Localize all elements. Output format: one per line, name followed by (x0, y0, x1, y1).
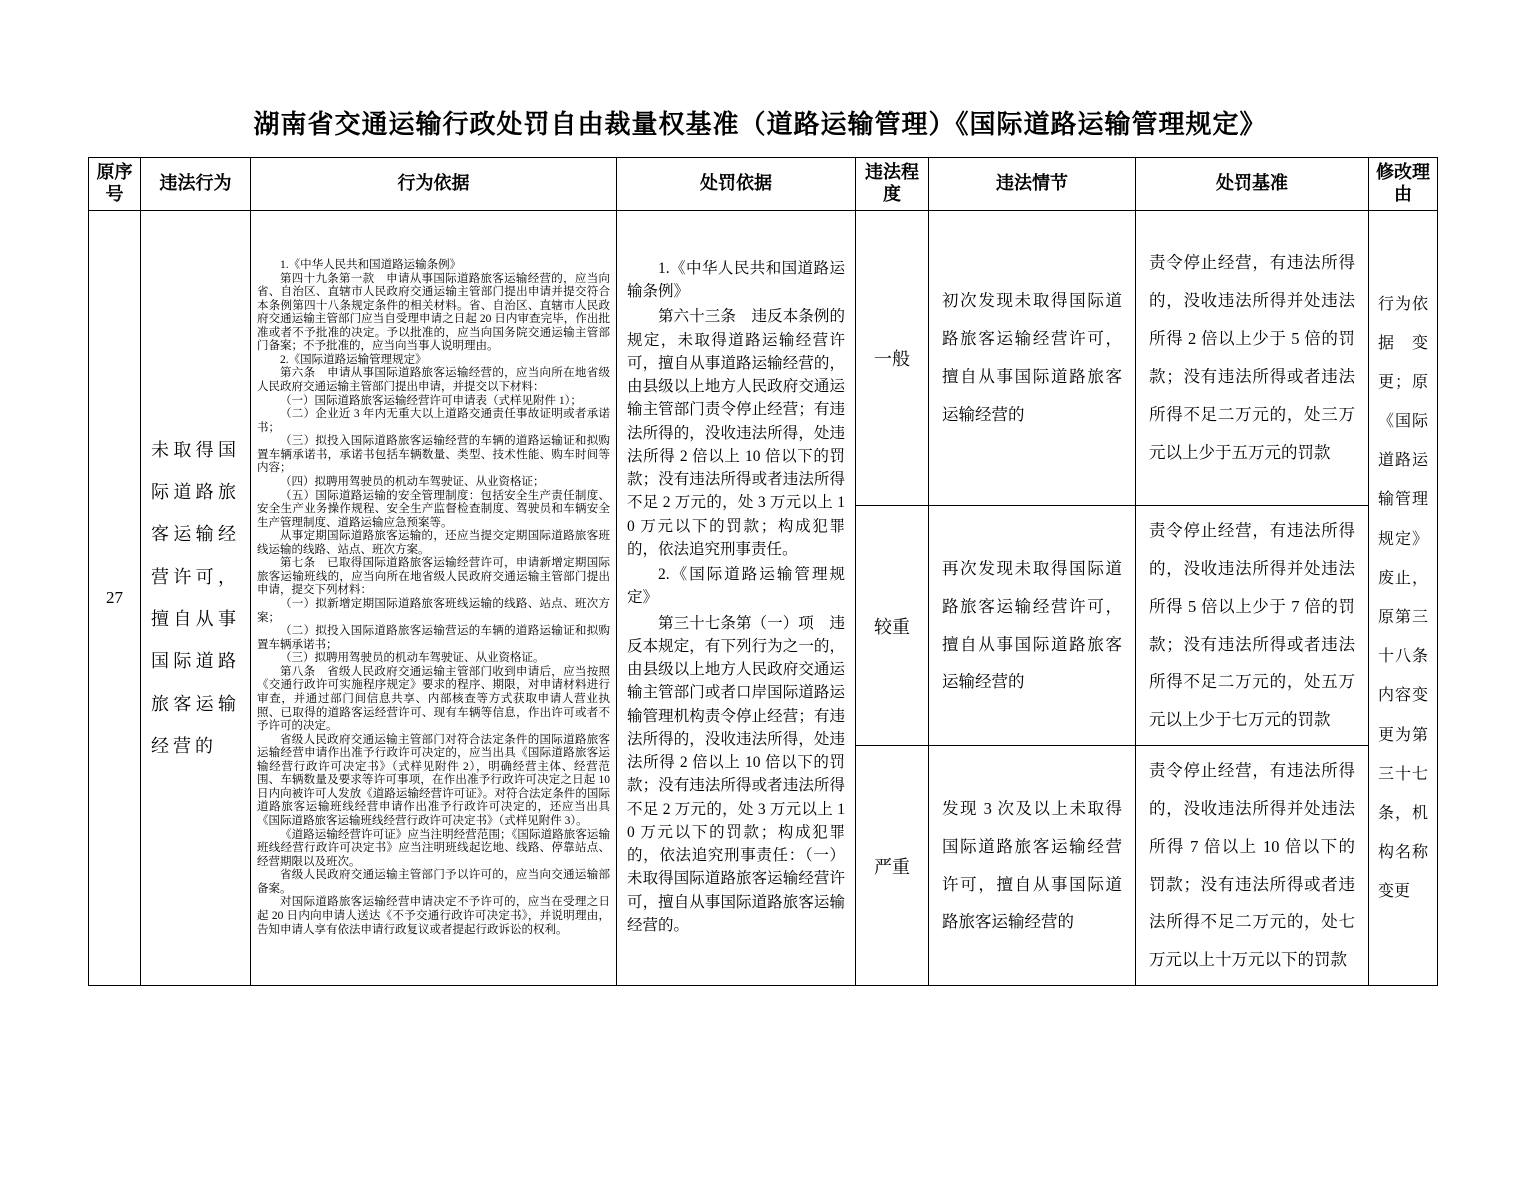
legal-text-paragraph: （一）拟新增定期国际道路旅客班线运输的线路、站点、班次方案； (257, 598, 610, 624)
legal-text-paragraph: 1.《中华人民共和国道路运输条例》 (280, 258, 462, 271)
table-header-row (89, 158, 1438, 211)
legal-text-paragraph: （二）拟投入国际道路旅客运输营运的车辆的道路运输证和拟购置车辆承诺书； (257, 625, 610, 651)
legal-text-paragraph: 第四十九条第一款 申请从事国际道路旅客运输经营的，应当向省、自治区、直辖市人民政府交通运输主管部门提出申请并提交符合本条例第四十八条规定条件的相关材料。省、自治区、直辖市人民政府交通运输主管部门应当自受理申请之日起 20 日内审查完毕，作出批准或者不予批准的决定。予以批准的，应当向国务院交通运输主管部门备案；不予批准的，应当向当事人说明理由。 (257, 272, 610, 353)
cell-severity-severe: 严重 (856, 746, 929, 986)
legal-text-paragraph: 《道路运输经营许可证》应当注明经营范围；《国际道路旅客运输班线经营行政许可决定书》应当注明班线起讫地、线路、停靠站点、经营期限以及班次。 (257, 828, 610, 868)
legal-text-paragraph: 第七条 已取得国际道路旅客运输经营许可，申请新增定期国际旅客运输班线的，应当向所在地省级人民政府交通运输主管部门提出申请，提交下列材料： (257, 557, 610, 597)
legal-text-paragraph: 第六十三条 违反本条例的规定，未取得道路运输经营许可，擅自从事道路运输经营的，由县级以上地方人民政府交通运输主管部门责令停止经营；有违法所得的，没收违法所得，处违法所得 2 倍以上 10 倍以下的罚款；没有违法所得或者违法所得不足 2 万元的，处 3 万元以上 10 万元以下的罚款；构成犯罪的，依法追究刑事责任。 (627, 308, 845, 558)
cell-modify-reason: 行为依据变更；原《国际道路运输管理规定》废止，原第三十八条内容变更为第三十七条，机构名称变更 (1369, 211, 1438, 986)
cell-behavior-basis (251, 211, 617, 986)
legal-text-paragraph: （三）拟投入国际道路旅客运输经营的车辆的道路运输证和拟购置车辆承诺书，承诺书包括车辆数量、类型、技术性能、购车时间等内容； (257, 435, 610, 475)
col-header-modify-reason: 修改理由 (1369, 158, 1438, 211)
col-header-severity: 违法程度 (856, 158, 929, 211)
cell-benchmark-severe: 责令停止经营，有违法所得的，没收违法所得并处违法所得 7 倍以上 10 倍以下的罚款；没有违法所得或者违法所得不足二万元的，处七万元以上十万元以下的罚款 (1136, 746, 1369, 986)
cell-benchmark-general: 责令停止经营，有违法所得的，没收违法所得并处违法所得 2 倍以上少于 5 倍的罚款；没有违法所得或者违法所得不足二万元的，处三万元以上少于五万元的罚款 (1136, 211, 1369, 506)
legal-text-paragraph: （五）国际道路运输的安全管理制度：包括安全生产责任制度、安全生产业务操作规程、安全生产监督检查制度、驾驶员和车辆安全生产管理制度、道路运输应急预案等。 (257, 489, 610, 529)
legal-text-paragraph: （二）企业近 3 年内无重大以上道路交通责任事故证明或者承诺书； (257, 408, 610, 434)
legal-text-paragraph: 第六条 申请从事国际道路旅客运输经营的，应当向所在地省级人民政府交通运输主管部门提出申请，并提交以下材料： (257, 367, 610, 393)
legal-text-paragraph: 对国际道路旅客运输经营申请决定不予许可的，应当在受理之日起 20 日内向申请人送达《不予交通行政许可决定书》，并说明理由，告知申请人享有依法申请行政复议或者提起行政诉讼的权利。 (257, 896, 610, 936)
legal-text-paragraph: （三）拟聘用驾驶员的机动车驾驶证、从业资格证。 (280, 652, 545, 665)
col-header-penalty-basis: 处罚依据 (617, 158, 856, 211)
cell-circumstance-general: 初次发现未取得国际道路旅客运输经营许可，擅自从事国际道路旅客运输经营的 (929, 211, 1136, 506)
legal-text-paragraph: 1.《中华人民共和国道路运输条例》 (627, 259, 845, 301)
cell-penalty-basis (617, 211, 856, 986)
legal-text-paragraph: 第八条 省级人民政府交通运输主管部门收到申请后，应当按照《交通行政许可实施程序规定》要求的程序、期限，对申请材料进行审查，并通过部门间信息共享、内部核查等方式获取申请人营业执照、已取得的道路客运经营许可、现有车辆等信息，作出许可或者不予许可的决定。 (257, 665, 610, 733)
legal-text-paragraph: 2.《国际道路运输管理规定》 (627, 566, 845, 607)
col-header-circumstances: 违法情节 (929, 158, 1136, 211)
table-row-severity-general (89, 211, 1438, 506)
legal-text-paragraph: （一）国际道路旅客运输经营许可申请表（式样见附件 1）； (280, 394, 582, 407)
legal-text-paragraph: 从事定期国际道路旅客运输的，还应当提交定期国际道路旅客班线运输的线路、站点、班次方案。 (257, 530, 610, 556)
cell-illegal-behavior: 未取得国际道路旅客运输经营许可，擅自从事国际道路旅客运输经营的 (141, 211, 251, 986)
legal-text-paragraph: 省级人民政府交通运输主管部门对符合法定条件的国际道路旅客运输经营申请作出准予行政许可决定的，应当出具《国际道路旅客运输经营行政许可决定书》（式样见附件 2），明确经营主体、经营范围、车辆数量及要求等许可事项，在作出准予行政许可决定之日起 10 日内向被许可人发放《道路运输经营许可证》。对符合法定条件的国际道路旅客运输班线经营申请作出准予行政许可决定的，还应当出具《国际道路旅客运输班线经营行政许可决定书》（式样见附件 3）。 (257, 733, 610, 827)
penalty-discretion-table (88, 157, 1438, 986)
col-header-original-no: 原序号 (89, 158, 141, 211)
cell-original-no: 27 (89, 211, 141, 986)
legal-text-paragraph: 2.《国际道路运输管理规定》 (280, 353, 427, 366)
col-header-benchmark: 处罚基准 (1136, 158, 1369, 211)
legal-text-paragraph: 第三十七条第（一）项 违反本规定，有下列行为之一的，由县级以上地方人民政府交通运输主管部门或者口岸国际道路运输管理机构责令停止经营；有违法所得的，没收违法所得，处违法所得 2 倍以上 10 倍以下的罚款；没有违法所得或者违法所得不足 2 万元的，处 3 万元以上 10 万元以下的罚款；构成犯罪的，依法追究刑事责任：（一）未取得国际道路旅客运输经营许可，擅自从事国际道路旅客运输经营的。 (627, 614, 845, 934)
cell-circumstance-heavier: 再次发现未取得国际道路旅客运输经营许可，擅自从事国际道路旅客运输经营的 (929, 506, 1136, 746)
page-title: 湖南省交通运输行政处罚自由裁量权基准（道路运输管理）《国际道路运输管理规定》 (253, 110, 1267, 139)
col-header-behavior-basis: 行为依据 (251, 158, 617, 211)
col-header-illegal-behavior: 违法行为 (141, 158, 251, 211)
legal-text-paragraph: （四）拟聘用驾驶员的机动车驾驶证、从业资格证； (280, 475, 545, 488)
cell-severity-general: 一般 (856, 211, 929, 506)
cell-circumstance-severe: 发现 3 次及以上未取得国际道路旅客运输经营许可，擅自从事国际道路旅客运输经营的 (929, 746, 1136, 986)
cell-benchmark-heavier: 责令停止经营，有违法所得的，没收违法所得并处违法所得 5 倍以上少于 7 倍的罚款；没有违法所得或者违法所得不足二万元的，处五万元以上少于七万元的罚款 (1136, 506, 1369, 746)
legal-text-paragraph: 省级人民政府交通运输主管部门予以许可的，应当向交通运输部备案。 (257, 869, 610, 895)
cell-severity-heavier: 较重 (856, 506, 929, 746)
